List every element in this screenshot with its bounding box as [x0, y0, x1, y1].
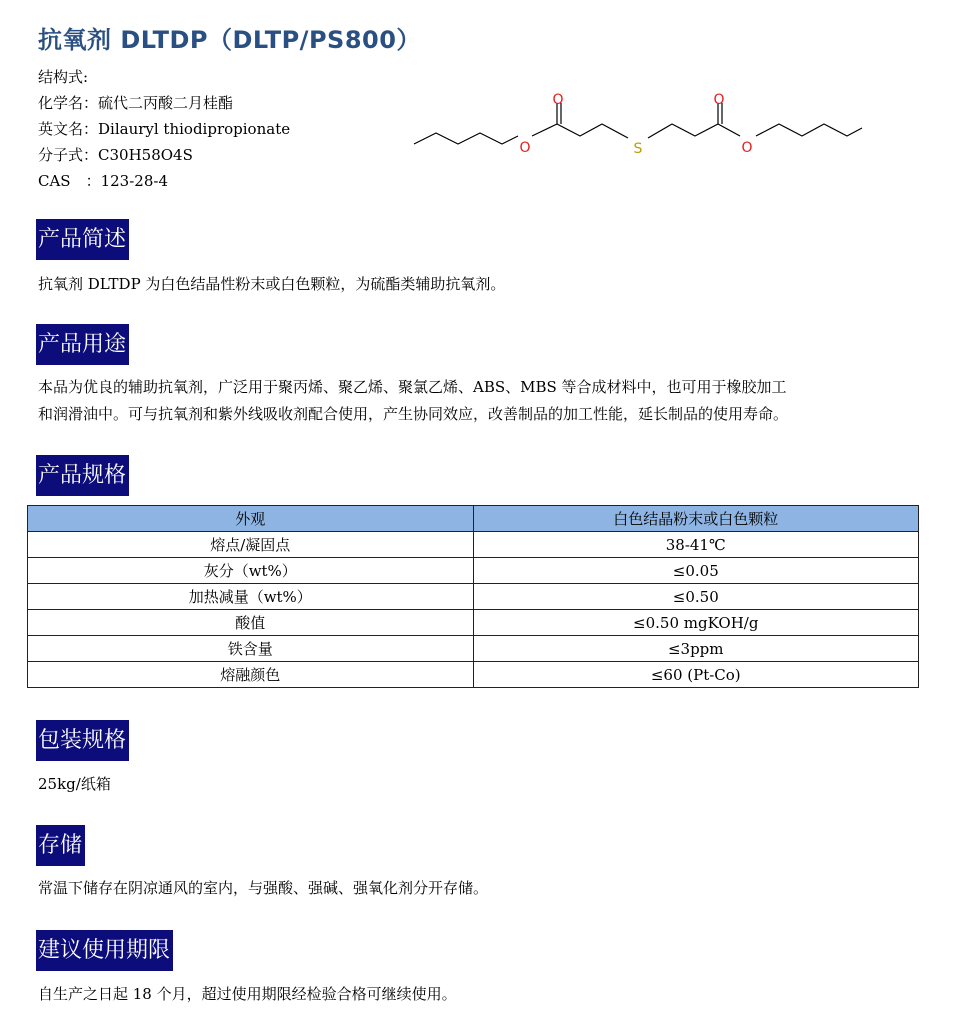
usage-text [38, 374, 918, 428]
section-heading-spec: 产品规格 [36, 455, 129, 496]
storage-text [38, 875, 918, 902]
structure-bonds [414, 103, 862, 144]
section-heading-packaging: 包装规格 [36, 720, 129, 761]
spec-value: ≤60 (Pt-Co) [473, 662, 919, 688]
table-row [28, 558, 919, 584]
shelf-life-line: 自生产之日起 18 个月，超过使用期限经检验合格可继续使用。 [38, 985, 457, 1003]
ester-oxygen-2: O [741, 140, 753, 156]
spec-item: 加热减量（wt%） [28, 584, 474, 610]
carbonyl-oxygen-2: O [713, 92, 725, 108]
sulfur-atom: S [633, 141, 643, 157]
molecular-formula: 分子式：C30H58O4S [38, 146, 193, 164]
structural-formula [412, 88, 867, 163]
overview-line: 抗氧剂 DLTDP 为白色结晶性粉末或白色颗粒，为硫酯类辅助抗氧剂。 [38, 275, 506, 293]
product-info [38, 64, 290, 194]
spec-value: ≤0.50 mgKOH/g [473, 610, 919, 636]
spec-item: 熔点/凝固点 [28, 532, 474, 558]
spec-item: 灰分（wt%） [28, 558, 474, 584]
spec-value: ≤3ppm [473, 636, 919, 662]
section-heading-storage: 存储 [36, 825, 85, 866]
packaging-line: 25kg/纸箱 [38, 775, 111, 793]
spec-item: 熔融颜色 [28, 662, 474, 688]
spec-table-header [28, 506, 919, 532]
table-row [28, 584, 919, 610]
ester-oxygen-1: O [519, 140, 531, 156]
shelf-life-text [38, 981, 918, 1008]
spec-item: 铁含量 [28, 636, 474, 662]
storage-line: 常温下储存在阴凉通风的室内，与强酸、强碱、强氧化剂分开存储。 [38, 879, 489, 897]
usage-line-2: 和润滑油中。可与抗氧剂和紫外线吸收剂配合使用，产生协同效应，改善制品的加工性能，延长制品的使用寿命。 [38, 405, 789, 423]
spec-table [27, 505, 919, 688]
table-row [28, 532, 919, 558]
overview-text [38, 271, 918, 298]
table-row [28, 610, 919, 636]
table-row [28, 662, 919, 688]
spec-value: 38-41℃ [473, 532, 919, 558]
spec-item: 酸值 [28, 610, 474, 636]
carbonyl-oxygen-1: O [552, 92, 564, 108]
spec-value: ≤0.05 [473, 558, 919, 584]
usage-line-1: 本品为优良的辅助抗氧剂，广泛用于聚丙烯、聚乙烯、聚氯乙烯、ABS、MBS 等合成材料中，也可用于橡胶加工 [38, 378, 787, 396]
chemical-name: 化学名：硫代二丙酸二月桂酯 [38, 94, 234, 112]
structure-label: 结构式: [38, 68, 89, 86]
section-heading-usage: 产品用途 [36, 324, 129, 365]
cas-number: CAS ：123-28-4 [38, 172, 168, 190]
table-row [28, 636, 919, 662]
spec-header-item: 外观 [28, 506, 474, 532]
spec-header-value: 白色结晶粉末或白色颗粒 [473, 506, 919, 532]
section-heading-shelf-life: 建议使用期限 [36, 930, 173, 971]
packaging-text [38, 771, 918, 798]
english-name: 英文名：Dilauryl thiodipropionate [38, 120, 291, 138]
section-heading-overview: 产品简述 [36, 219, 129, 260]
page-title: 抗氧剂 DLTDP（DLTP/PS800） [38, 26, 421, 54]
spec-value: ≤0.50 [473, 584, 919, 610]
